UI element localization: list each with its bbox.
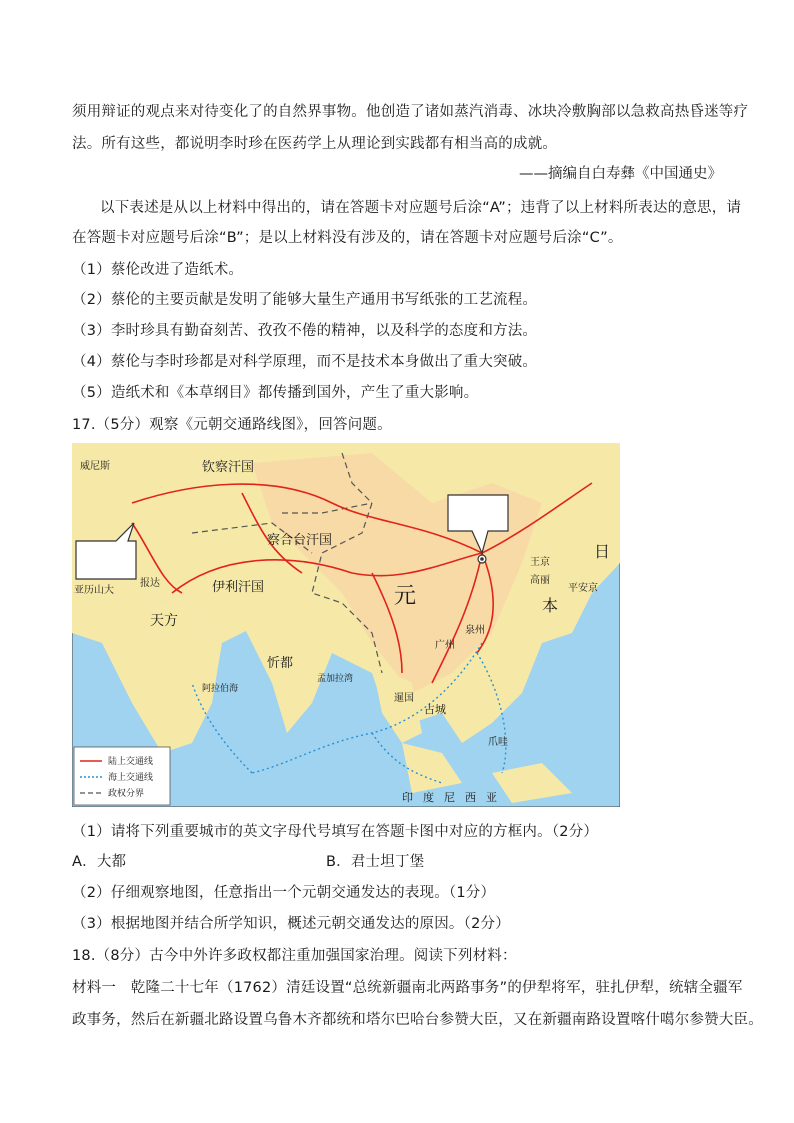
q17-sub2: （2）仔细观察地图，任意指出一个元朝交通发达的表现。（1分） (72, 885, 496, 901)
label-arabian-sea: 阿拉伯海 (202, 684, 239, 694)
q17-sub1: （1）请将下列重要城市的英文字母代号填写在答题卡图中对应的方框内。（2分） (72, 824, 599, 840)
label-japan-ben: 本 (542, 596, 559, 615)
statement-5: （5）造纸术和《本草纲目》都传播到国外，产生了重大影响。 (72, 385, 479, 401)
label-pinganjing: 平安京 (568, 583, 598, 594)
statement-2: （2）蔡伦的主要贡献是发明了能够大量生产通用书写纸张的工艺流程。 (72, 292, 538, 308)
label-xianguo: 暹国 (394, 693, 414, 704)
map-legend (74, 747, 170, 805)
paragraph-line-1: 须用辩证的观点来对待变化了的自然界事物。他创造了诸如蒸汽消毒、冰块冷敷胸部以急救高热昏迷等疗 (72, 104, 749, 120)
label-ilkhan: 伊利汗国 (212, 580, 265, 595)
label-chagatai: 察合台汗国 (267, 533, 333, 548)
statement-1: （1）蔡伦改进了造纸术。 (72, 262, 244, 278)
paragraph-line-2: 法。所有这些，都说明李时珍在医药学上从理论到实践都有相当高的成就。 (72, 136, 558, 152)
label-xidu: 忻都 (267, 656, 294, 671)
label-tianfang: 天方 (150, 613, 178, 629)
q17-sub3: （3）根据地图并结合所学知识，概述元朝交通发达的原因。（2分） (72, 916, 510, 932)
q17-title: 17.（5分）观察《元朝交通路线图》，回答问题。 (72, 417, 392, 433)
statement-4: （4）蔡伦与李时珍都是对科学原理，而不是技术本身做出了重大突破。 (72, 354, 538, 370)
legend-border-label: 政权分界 (108, 789, 145, 799)
yuan-transport-map (72, 443, 620, 807)
q18-material1-line2: 政事务，然后在新疆北路设置乌鲁木齐都统和塔尔巴哈台参赞大臣，又在新疆南路设置喀什噶尔参赞大臣。 (72, 1012, 763, 1028)
legend-land-label: 陆上交通线 (108, 757, 154, 767)
q17-option-a: A．大都 (72, 854, 127, 870)
label-indonesia: 印度尼西亚 (402, 791, 507, 804)
label-gaoli: 高丽 (530, 575, 550, 586)
label-java: 爪哇 (488, 737, 508, 748)
q18-title: 18.（8分）古今中外许多政权都注重加强国家治理。阅读下列材料： (72, 948, 517, 964)
label-japan-ri: 日 (594, 542, 611, 561)
label-guangzhou: 广州 (435, 640, 455, 651)
label-qincha: 钦察汗国 (202, 460, 255, 475)
label-baghdad: 报达 (140, 578, 160, 589)
statement-3: （3）李时珍具有勤奋刻苦、孜孜不倦的精神，以及科学的态度和方法。 (72, 323, 538, 339)
label-bengal: 孟加拉湾 (317, 674, 354, 684)
label-yuan: 元 (394, 584, 417, 609)
q17-option-b: B．君士坦丁堡 (326, 854, 425, 870)
instructions-line-1: 以下表述是从以上材料中得出的，请在答题卡对应题号后涂“A”；违背了以上材料所表达的意思，请 (100, 200, 742, 216)
instructions-line-2: 在答题卡对应题号后涂“B”；是以上材料没有涉及的，请在答题卡对应题号后涂“C”。 (72, 230, 623, 246)
source-citation: ——摘编自白寿彝《中国通史》 (519, 166, 722, 182)
legend-sea-label: 海上交通线 (108, 773, 154, 783)
label-quanzhou: 泉州 (465, 625, 485, 636)
label-alexandria: 亚历山大 (74, 585, 114, 596)
q18-material1-line1: 材料一 乾隆二十七年（1762）清廷设置“总统新疆南北两路事务”的伊犁将军，驻扎伊犁，统辖全疆军 (72, 980, 743, 996)
label-venice: 威尼斯 (80, 461, 110, 472)
label-zhancheng: 占城 (424, 703, 446, 716)
label-wangjing: 王京 (530, 557, 550, 568)
